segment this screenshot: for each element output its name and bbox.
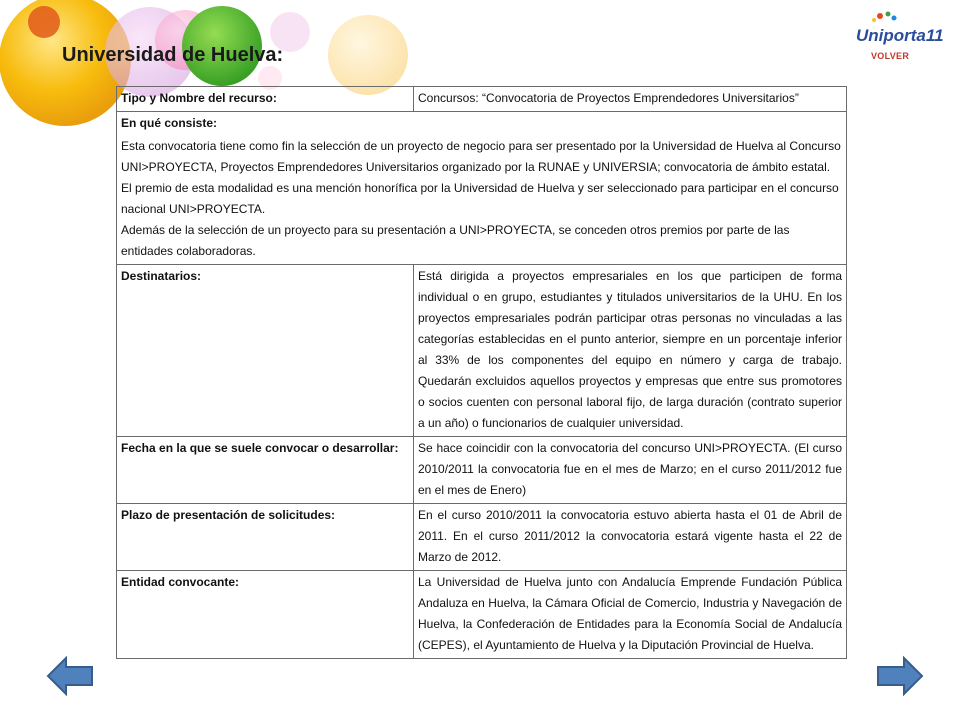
tipo-label: Tipo y Nombre del recurso: bbox=[117, 87, 414, 112]
prev-arrow-button[interactable] bbox=[46, 656, 94, 696]
plazo-value: En el curso 2010/2011 la convocatoria estuvo abierta hasta el 01 de Abril de 2011. En el curso 2011/2012 la convocatoria estará vigente hasta el 22 de Marzo de 2012. bbox=[414, 504, 847, 571]
consiste-paragraph-1: Esta convocatoria tiene como fin la selección de un proyecto de negocio para ser presentado por la Universidad de Huelva al Concurso UNI>PROYECTA, Proyectos Emprendedores Universitarios organizado por la RUNAE y UNIVERSIA; convocatoria de ámbito estatal. El premio de esta modalidad es una mención honorífica por la Universidad de Huelva y ser seleccionado para participar en el concurso nacional UNI>PROYECTA. bbox=[121, 139, 841, 216]
entidad-value: La Universidad de Huelva junto con Andalucía Emprende Fundación Pública Andaluza en Huelva, la Cámara Oficial de Comercio, Industria y Navegación de Huelva, la Confederación de Entidades para la Economía Social de Andalucía (CEPES), el Ayuntamiento de Huelva y la Diputación Provincial de Huelva. bbox=[414, 571, 847, 659]
entidad-label: Entidad convocante: bbox=[117, 571, 414, 659]
consiste-label: En qué consiste: bbox=[121, 116, 218, 130]
table-row bbox=[117, 112, 847, 265]
uniporta-logo bbox=[852, 8, 944, 48]
table-row bbox=[117, 265, 847, 437]
table-row bbox=[117, 504, 847, 571]
resource-table bbox=[116, 86, 847, 659]
plazo-label: Plazo de presentación de solicitudes: bbox=[117, 504, 414, 571]
table-row bbox=[117, 571, 847, 659]
destinatarios-label: Destinatarios: bbox=[117, 265, 414, 437]
table-row bbox=[117, 437, 847, 504]
volver-link[interactable]: VOLVER bbox=[871, 51, 910, 61]
fecha-value: Se hace coincidir con la convocatoria del concurso UNI>PROYECTA. (El curso 2010/2011 la convocatoria fue en el mes de Marzo; en el curso 2011/2012 fue en el mes de Enero) bbox=[414, 437, 847, 504]
tipo-value: Concursos: “Convocatoria de Proyectos Emprendedores Universitarios” bbox=[414, 87, 847, 112]
fecha-label: Fecha en la que se suele convocar o desarrollar: bbox=[117, 437, 414, 504]
destinatarios-value: Está dirigida a proyectos empresariales en los que participen de forma individual o en grupo, estudiantes y titulados universitarios de la UHU. En los proyectos empresariales podrán participar otras personas no vinculadas a las categorías establecidas en el punto anterior, siempre en un porcentaje inferior al 33% de los componentes del equipo en número y carga de trabajo. Quedarán excluidos aquellos proyectos y empresas que entre sus promotores o socios cuenten con personal laboral fijo, de larga duración (contrato superior a un año) o funcionarios de cualquier universidad. bbox=[414, 265, 847, 437]
consiste-cell bbox=[117, 112, 847, 265]
table-row bbox=[117, 87, 847, 112]
svg-text:Uniporta11: Uniporta11 bbox=[856, 26, 944, 45]
page-title: Universidad de Huelva: bbox=[62, 44, 284, 66]
next-arrow-button[interactable] bbox=[876, 656, 924, 696]
consiste-paragraph-2: Además de la selección de un proyecto para su presentación a UNI>PROYECTA, se conceden otros premios por parte de las entidades colaboradoras. bbox=[121, 223, 790, 258]
